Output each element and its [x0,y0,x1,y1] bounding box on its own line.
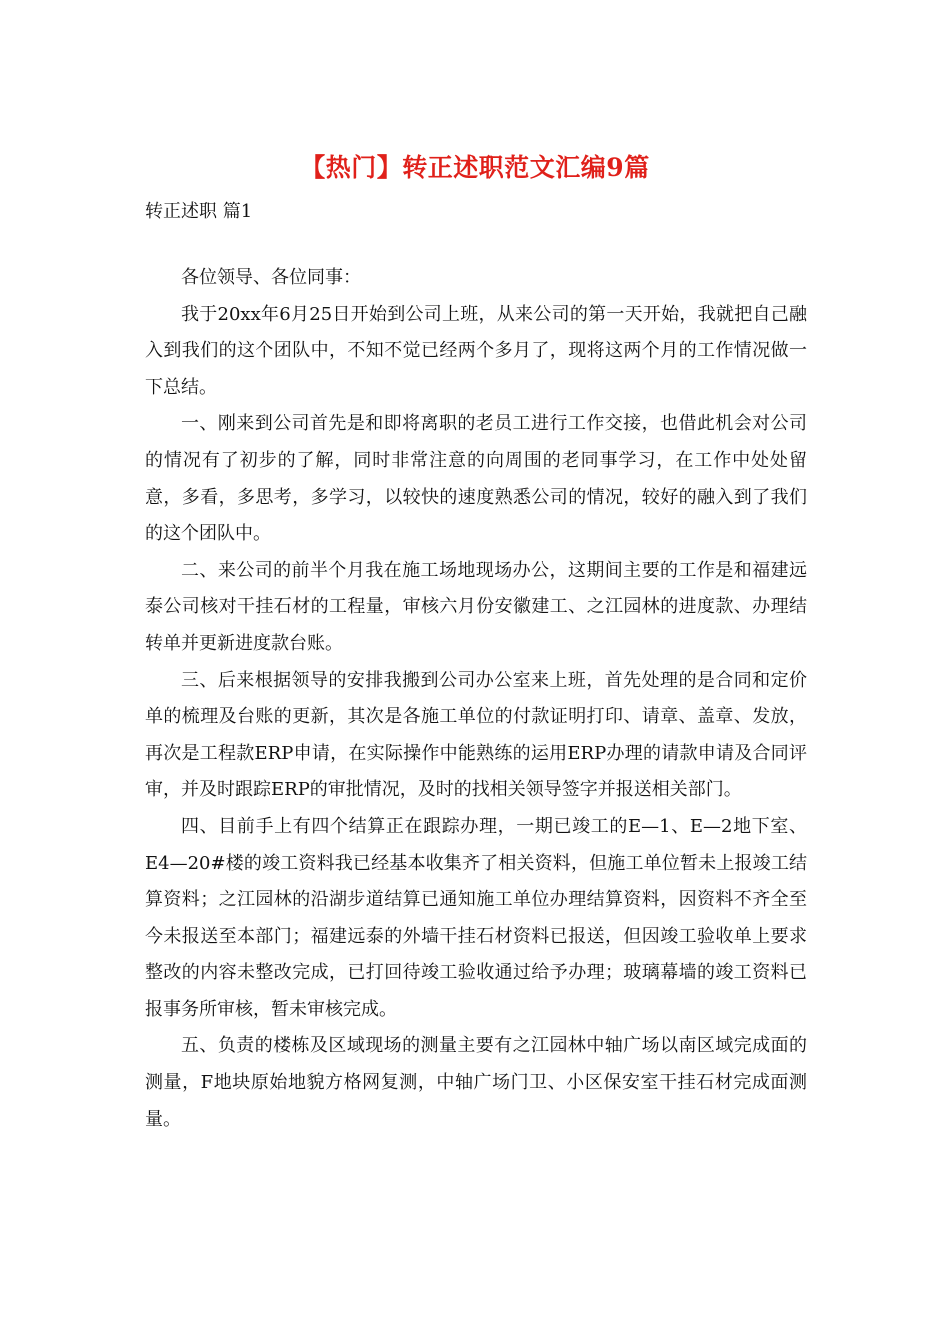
paragraph-intro: 我于20xx年6月25日开始到公司上班，从来公司的第一天开始，我就把自己融入到我们的这个团队中，不知不觉已经两个多月了，现将这两个月的工作情况做一下总结。 [145,303,807,398]
paragraph-three: 三、后来根据领导的安排我搬到公司办公室来上班，首先处理的是合同和定价单的梳理及台账的更新，其次是各施工单位的付款证明打印、请章、盖章、发放，再次是工程款ERP申请，在实际操作中能熟练的运用ERP办理的请款申请及合同评审，并及时跟踪ERP的审批情况，及时的找相关领导签字并报送相关部门。 [145,669,807,801]
paragraph-one: 一、刚来到公司首先是和即将离职的老员工进行工作交接，也借此机会对公司的情况有了初步的了解，同时非常注意的向周围的老同事学习，在工作中处处留意，多看，多思考，多学习，以较快的速度熟悉公司的情况，较好的融入到了我们的这个团队中。 [145,413,807,545]
paragraph-two: 二、来公司的前半个月我在施工场地现场办公，这期间主要的工作是和福建远泰公司核对干挂石材的工程量，审核六月份安徽建工、之江园林的进度款、办理结转单并更新进度款台账。 [145,559,807,654]
section-heading: 转正述职 篇1 [145,201,253,222]
document-body [145,260,807,1138]
paragraph-four: 四、目前手上有四个结算正在跟踪办理，一期已竣工的E—1、E—2地下室、E4—20#楼的竣工资料我已经基本收集齐了相关资料，但施工单位暂未上报竣工结算资料；之江园林的沿湖步道结算已通知施工单位办理结算资料，因资料不齐全至今未报送至本部门；福建远泰的外墙干挂石材资料已报送，但因竣工验收单上要求整改的内容未整改完成，已打回待竣工验收通过给予办理；玻璃幕墙的竣工资料已报事务所审核，暂未审核完成。 [145,815,807,1020]
paragraph-five: 五、负责的楼栋及区域现场的测量主要有之江园林中轴广场以南区域完成面的测量，F地块原始地貌方格网复测，中轴广场门卫、小区保安室干挂石材完成面测量。 [145,1035,807,1130]
document-title: 【热门】转正述职范文汇编9篇 [300,153,650,182]
salutation: 各位领导、各位同事： [181,267,361,288]
